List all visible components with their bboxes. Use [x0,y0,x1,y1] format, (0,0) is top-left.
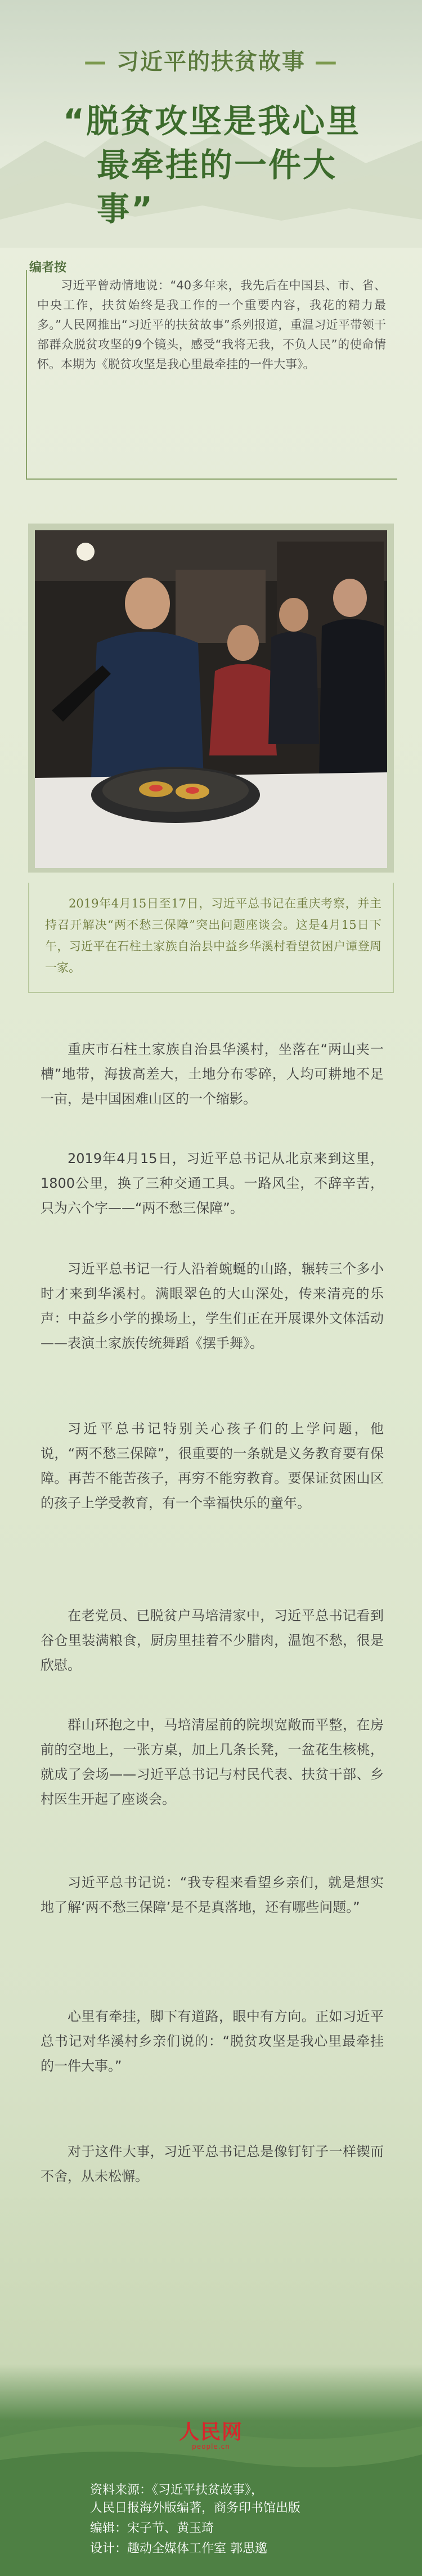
source-line-1: 资料来源：《习近平扶贫故事》， [90,2483,264,2497]
paragraph-2: 2019年4月15日，习近平总书记从北京来到这里，1800公里，换了三种交通工具。一路风尘，不辞辛苦，只为六个字——“两不愁三保障”。 [41,1151,384,1216]
logo-url: people.cn [192,2443,230,2450]
series-title [0,44,422,76]
editor-credits: 编辑：宋子节、黄玉琦 [90,2521,214,2535]
series-title-text: 习近平的扶贫故事 [116,49,306,75]
paragraph-6: 群山环抱之中，马培清屋前的院坝宽敞而平整，在房前的空地上，一张方桌，加上几条长凳，一盆花生核桃，就成了会场——习近平总书记与村民代表、扶贫干部、乡村医生开起了座谈会。 [41,1717,384,1807]
people-daily-logo [0,2416,422,2450]
photo-caption: 2019年4月15日至17日，习近平总书记在重庆考察，并主持召开解决“两不愁三保障”突出问题座谈会。这是4月15日下午，习近平在石柱土家族自治县中益乡华溪村看望贫困户谭登周一家。 [45,897,381,974]
page-title [63,99,378,231]
title-line-2: 最牵挂的一件大事” [97,146,338,228]
logo-text: 人民网 [178,2420,243,2444]
paragraph-4: 习近平总书记特别关心孩子们的上学问题，他说，“两不愁三保障”，很重要的一条就是义务教育要有保障。再苦不能苦孩子，再穷不能穷教育。要保证贫困山区的孩子上学受教育，有一个幸福快乐的童年。 [41,1421,384,1511]
editor-note-text: 习近平曾动情地说：“40多年来，我先后在中国县、市、省、中央工作，扶贫始终是我工作的一个重要内容，我花的精力最多。”人民网推出“习近平的扶贫故事”系列报道，重温习近平带领干部群众脱贫攻坚的9个镜头，感受“我将无我，不负人民”的使命情怀。本期为《脱贫攻坚是我心里最牵挂的一件大事》。 [37,279,386,371]
news-photo [35,530,387,868]
paragraph-7: 习近平总书记说：“我专程来看望乡亲们，就是想实地了解‘两不愁三保障’是不是真落地，还有哪些问题。” [41,1875,384,1915]
paragraph-3: 习近平总书记一行人沿着蜿蜒的山路，辗转三个多小时才来到华溪村。满眼翠色的大山深处，传来清亮的乐声：中益乡小学的操场上，学生们正在开展课外文体活动——表演土家族传统舞蹈《摆手舞》。 [41,1261,384,1351]
paragraph-5: 在老党员、已脱贫户马培清家中，习近平总书记看到谷仓里装满粮食，厨房里挂着不少腊肉，温饱不愁，很是欣慰。 [41,1608,384,1673]
design-credits: 设计：趣动全媒体工作室 郭思邈 [90,2542,267,2556]
title-dash-right: — [306,49,338,75]
paragraph-8: 心里有牵挂，脚下有道路，眼中有方向。正如习近平总书记对华溪村乡亲们说的：“脱贫攻坚是我心里最牵挂的一件大事。” [41,2009,384,2074]
title-line-1: “脱贫攻坚是我心里 [63,102,361,140]
footer [0,2415,422,2576]
source-line-2: 人民日报海外版编著，商务印书馆出版 [90,2501,301,2515]
paragraph-9: 对于这件大事，习近平总书记总是像钉钉子一样锲而不舍，从未松懈。 [41,2144,384,2184]
header-banner [0,0,422,248]
editor-note-label: 编者按 [29,261,67,275]
photo-illustration [35,530,387,868]
paragraph-1: 重庆市石柱土家族自治县华溪村，坐落在“两山夹一槽”地带，海拔高差大，土地分布零碎，人均可耕地不足一亩，是中国困难山区的一个缩影。 [41,1041,384,1107]
title-dash-left: — [84,49,116,75]
